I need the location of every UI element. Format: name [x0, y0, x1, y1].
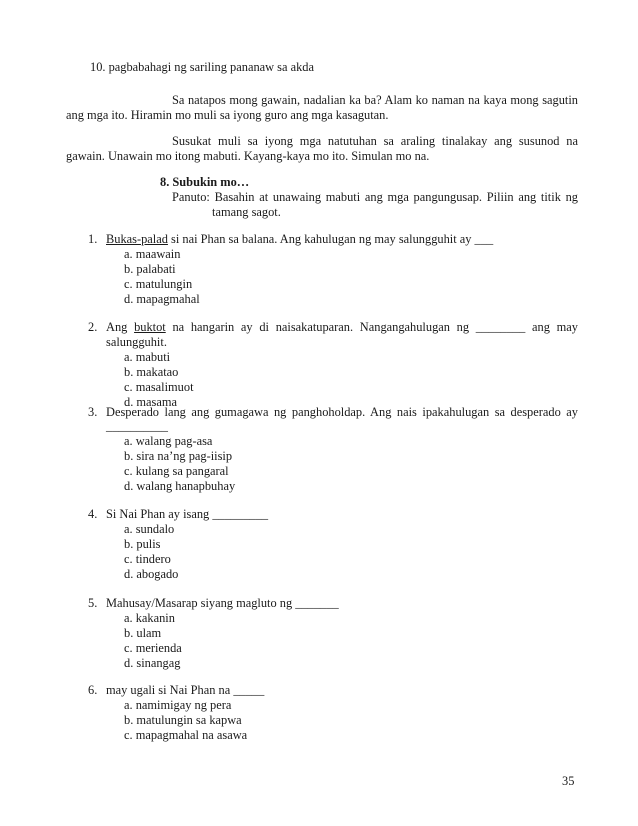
question-2-text: Ang buktot na hangarin ay di naisakatuparan. Nangangahulugan ng ________ ang may — [106, 320, 578, 334]
q3-choice-b: b. sira na’ng pag-iisip — [124, 449, 233, 463]
intro-p1-line2: ang mga ito. Hiramin mo muli sa iyong guro ang mga kasagutan. — [66, 108, 389, 122]
section-title: 8. Subukin mo… — [160, 175, 250, 189]
question-1-number: 1. — [88, 232, 98, 246]
q4-choice-c: c. tindero — [124, 552, 171, 566]
item-10-text: 10. pagbabahagi ng sariling pananaw sa akda — [90, 60, 314, 74]
q2-choice-d: d. masama — [124, 395, 177, 409]
question-2-number: 2. — [88, 320, 98, 334]
q4-choice-d: d. abogado — [124, 567, 179, 581]
q2-choice-b: b. makatao — [124, 365, 179, 379]
question-4-text: Si Nai Phan ay isang _________ — [106, 507, 269, 521]
intro-p2-line2: gawain. Unawain mo itong mabuti. Kayang-kaya mo ito. Simulan mo na. — [66, 149, 430, 163]
q3-choice-d: d. walang hanapbuhay — [124, 479, 236, 493]
question-2-underlined-word: buktot — [134, 320, 166, 334]
question-6-number: 6. — [88, 683, 98, 697]
q5-choice-b: b. ulam — [124, 626, 162, 640]
q1-choice-b: b. palabati — [124, 262, 176, 276]
q4-choice-a: a. sundalo — [124, 522, 175, 536]
q2-choice-a: a. mabuti — [124, 350, 171, 364]
q5-choice-d: d. sinangag — [124, 656, 181, 670]
panuto-line2: tamang sagot. — [212, 205, 281, 219]
q6-choice-c: c. mapagmahal na asawa — [124, 728, 248, 742]
question-1-underlined-word: Bukas-palad — [106, 232, 168, 246]
intro-p1-line1: Sa natapos mong gawain, nadalian ka ba? Alam ko naman na kaya mong sagutin — [172, 93, 578, 107]
q5-choice-a: a. kakanin — [124, 611, 175, 625]
q4-choice-b: b. pulis — [124, 537, 161, 551]
q6-choice-a: a. namimigay ng pera — [124, 698, 232, 712]
question-6-text: may ugali si Nai Phan na _____ — [106, 683, 265, 697]
question-4-number: 4. — [88, 507, 98, 521]
q5-choice-c: c. merienda — [124, 641, 182, 655]
q2-choice-c: c. masalimuot — [124, 380, 194, 394]
question-3-text: Desperado lang ang gumagawa ng panghoholdap. Ang nais ipakahulugan sa desperado ay — [106, 405, 578, 419]
q3-choice-c: c. kulang sa pangaral — [124, 464, 229, 478]
question-5-number: 5. — [88, 596, 98, 610]
q1-choice-d: d. mapagmahal — [124, 292, 200, 306]
intro-p2-line1: Susukat muli sa iyong mga natutuhan sa araling tinalakay ang susunod na — [172, 134, 578, 148]
question-3-number: 3. — [88, 405, 98, 419]
page-number: 35 — [562, 774, 575, 788]
q1-choice-a: a. maawain — [124, 247, 181, 261]
question-3-blank: __________ — [106, 419, 168, 433]
q3-choice-a: a. walang pag-asa — [124, 434, 213, 448]
question-1-text — [106, 232, 493, 247]
question-5-text: Mahusay/Masarap siyang magluto ng _______ — [106, 596, 339, 610]
question-2-line2: salungguhit. — [106, 335, 167, 349]
panuto-line1: Panuto: Basahin at unawaing mabuti ang mga pangungusap. Piliin ang titik ng — [172, 190, 578, 204]
q6-choice-b: b. matulungin sa kapwa — [124, 713, 242, 727]
question-1-rest: si nai Phan sa balana. Ang kahulugan ng may salungguhit ay ___ — [167, 232, 494, 246]
q1-choice-c: c. matulungin — [124, 277, 193, 291]
